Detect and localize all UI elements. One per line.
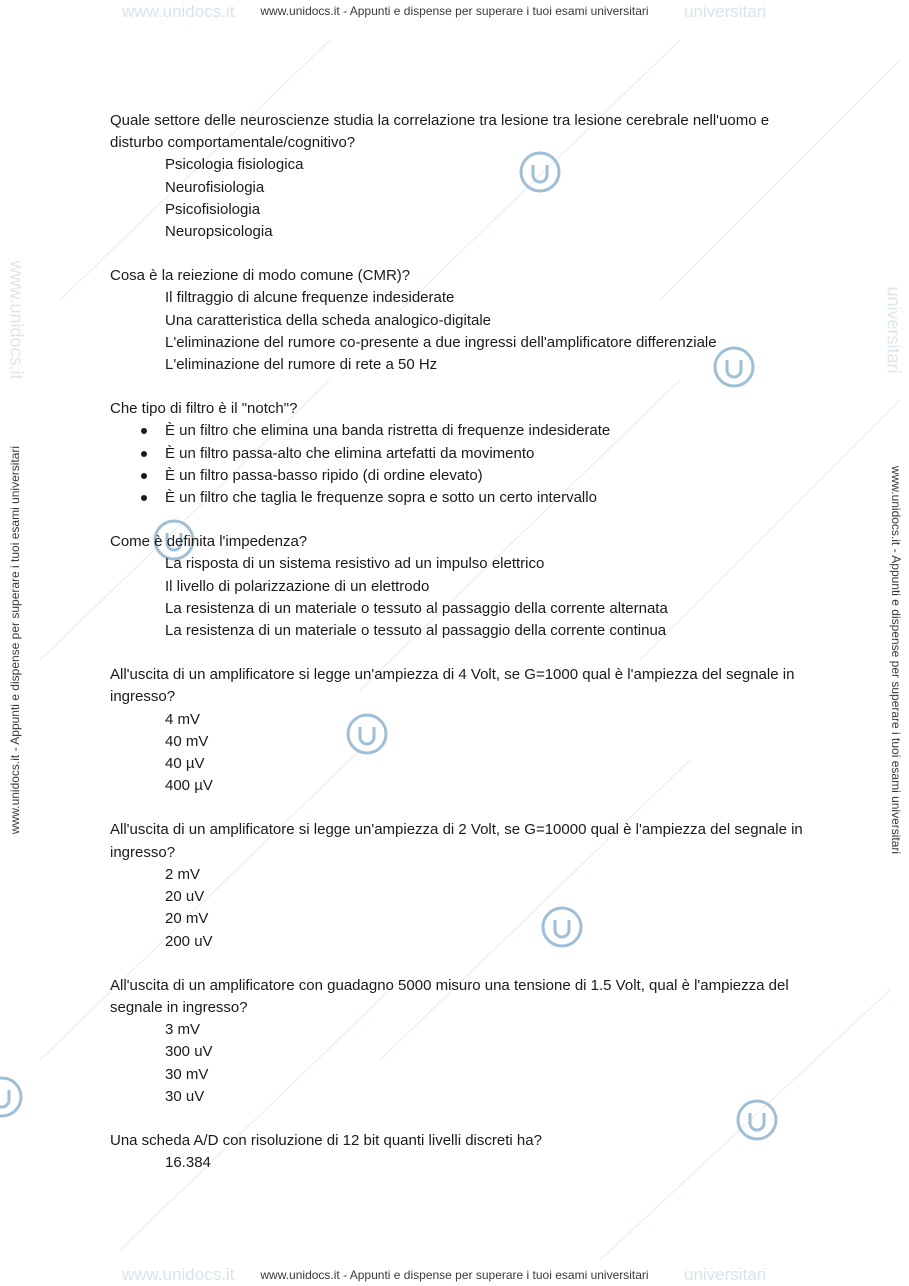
- option: L'eliminazione del rumore co-presente a due ingressi dell'amplificatore differenziale: [165, 333, 717, 351]
- question-text: Una scheda A/D con risoluzione di 12 bit quanti livelli discreti ha?: [110, 1131, 542, 1149]
- option: Psicologia fisiologica: [165, 156, 304, 174]
- options-list: [110, 1019, 810, 1108]
- option: 40 µV: [165, 755, 205, 773]
- watermark-faint-side-right: universitari: [883, 286, 904, 374]
- option: Neuropsicologia: [165, 223, 273, 241]
- watermark-side-right: www.unidocs.it - Appunti e dispense per superare i tuoi esami universitari: [889, 465, 903, 855]
- watermark-faint-right-top: universitari: [684, 2, 767, 21]
- option: 16.384: [165, 1154, 211, 1172]
- unidocs-logo-icon: [0, 1075, 24, 1119]
- option: 300 uV: [165, 1043, 213, 1061]
- options-list-bulleted: [110, 420, 810, 509]
- option: La resistenza di un materiale o tessuto al passaggio della corrente alternata: [165, 599, 668, 617]
- question-text: All'uscita di un amplificatore con guadagno 5000 misuro una tensione di 1.5 Volt, qual è l'ampiezza del segnale in ingresso?: [110, 976, 789, 1016]
- option: 20 uV: [165, 888, 205, 906]
- options-list: [110, 287, 810, 376]
- options-list: [110, 709, 810, 798]
- options-list: [110, 864, 810, 953]
- question-block: [110, 398, 810, 509]
- option: La risposta di un sistema resistivo ad un impulso elettrico: [165, 555, 545, 573]
- option: 30 uV: [165, 1087, 205, 1105]
- question-block: [110, 1130, 810, 1174]
- options-list: [110, 1152, 810, 1174]
- option: 30 mV: [165, 1065, 209, 1083]
- question-text: Che tipo di filtro è il "notch"?: [110, 400, 298, 418]
- watermark-faint-right-bottom: universitari: [684, 1265, 767, 1284]
- watermark-side-left: www.unidocs.it - Appunti e dispense per superare i tuoi esami universitari: [8, 445, 22, 835]
- options-list: [110, 553, 810, 642]
- option: Psicofisiologia: [165, 200, 261, 218]
- option: Una caratteristica della scheda analogico-digitale: [165, 311, 492, 329]
- option: 2 mV: [165, 865, 201, 883]
- watermark-banner-bottom: www.unidocs.it - Appunti e dispense per superare i tuoi esami universitari: [260, 1268, 649, 1282]
- option: 40 mV: [165, 732, 209, 750]
- question-block: [110, 975, 810, 1108]
- option: L'eliminazione del rumore di rete a 50 Hz: [165, 356, 438, 374]
- option: È un filtro che elimina una banda ristretta di frequenze indesiderate: [110, 420, 810, 442]
- question-block: [110, 265, 810, 376]
- option: Neurofisiologia: [165, 178, 265, 196]
- question-text: Quale settore delle neuroscienze studia la correlazione tra lesione tra lesione cerebrale nell'uomo e disturbo comportamentale/cognitivo?: [110, 112, 770, 152]
- option: Il livello di polarizzazione di un elettrodo: [165, 577, 430, 595]
- option: È un filtro passa-basso ripido (di ordine elevato): [110, 465, 810, 487]
- question-text: Come è definita l'impedenza?: [110, 533, 308, 551]
- question-block: [110, 110, 810, 243]
- option: 4 mV: [165, 710, 201, 728]
- quiz-content: [110, 110, 810, 1196]
- option: 200 uV: [165, 932, 213, 950]
- question-text: All'uscita di un amplificatore si legge un'ampiezza di 2 Volt, se G=10000 qual è l'ampiezza del segnale in ingresso?: [110, 821, 803, 861]
- watermark-faint-side-left: www.unidocs.it: [6, 260, 27, 380]
- option: 20 mV: [165, 910, 209, 928]
- option: Il filtraggio di alcune frequenze indesiderate: [165, 289, 455, 307]
- options-list: [110, 154, 810, 243]
- question-block: [110, 531, 810, 642]
- watermark-faint-left-bottom: www.unidocs.it: [122, 1265, 235, 1284]
- option: La resistenza di un materiale o tessuto al passaggio della corrente continua: [165, 622, 667, 640]
- question-text: Cosa è la reiezione di modo comune (CMR)?: [110, 267, 411, 285]
- option: 3 mV: [165, 1021, 201, 1039]
- option: È un filtro che taglia le frequenze sopra e sotto un certo intervallo: [110, 487, 810, 509]
- question-block: [110, 664, 810, 797]
- option: 400 µV: [165, 777, 213, 795]
- question-block: [110, 819, 810, 952]
- watermark-faint-left-top: www.unidocs.it: [122, 2, 235, 21]
- watermark-banner-top: www.unidocs.it - Appunti e dispense per superare i tuoi esami universitari: [260, 4, 649, 18]
- question-text: All'uscita di un amplificatore si legge un'ampiezza di 4 Volt, se G=1000 qual è l'ampiezza del segnale in ingresso?: [110, 666, 795, 706]
- option: È un filtro passa-alto che elimina artefatti da movimento: [110, 443, 810, 465]
